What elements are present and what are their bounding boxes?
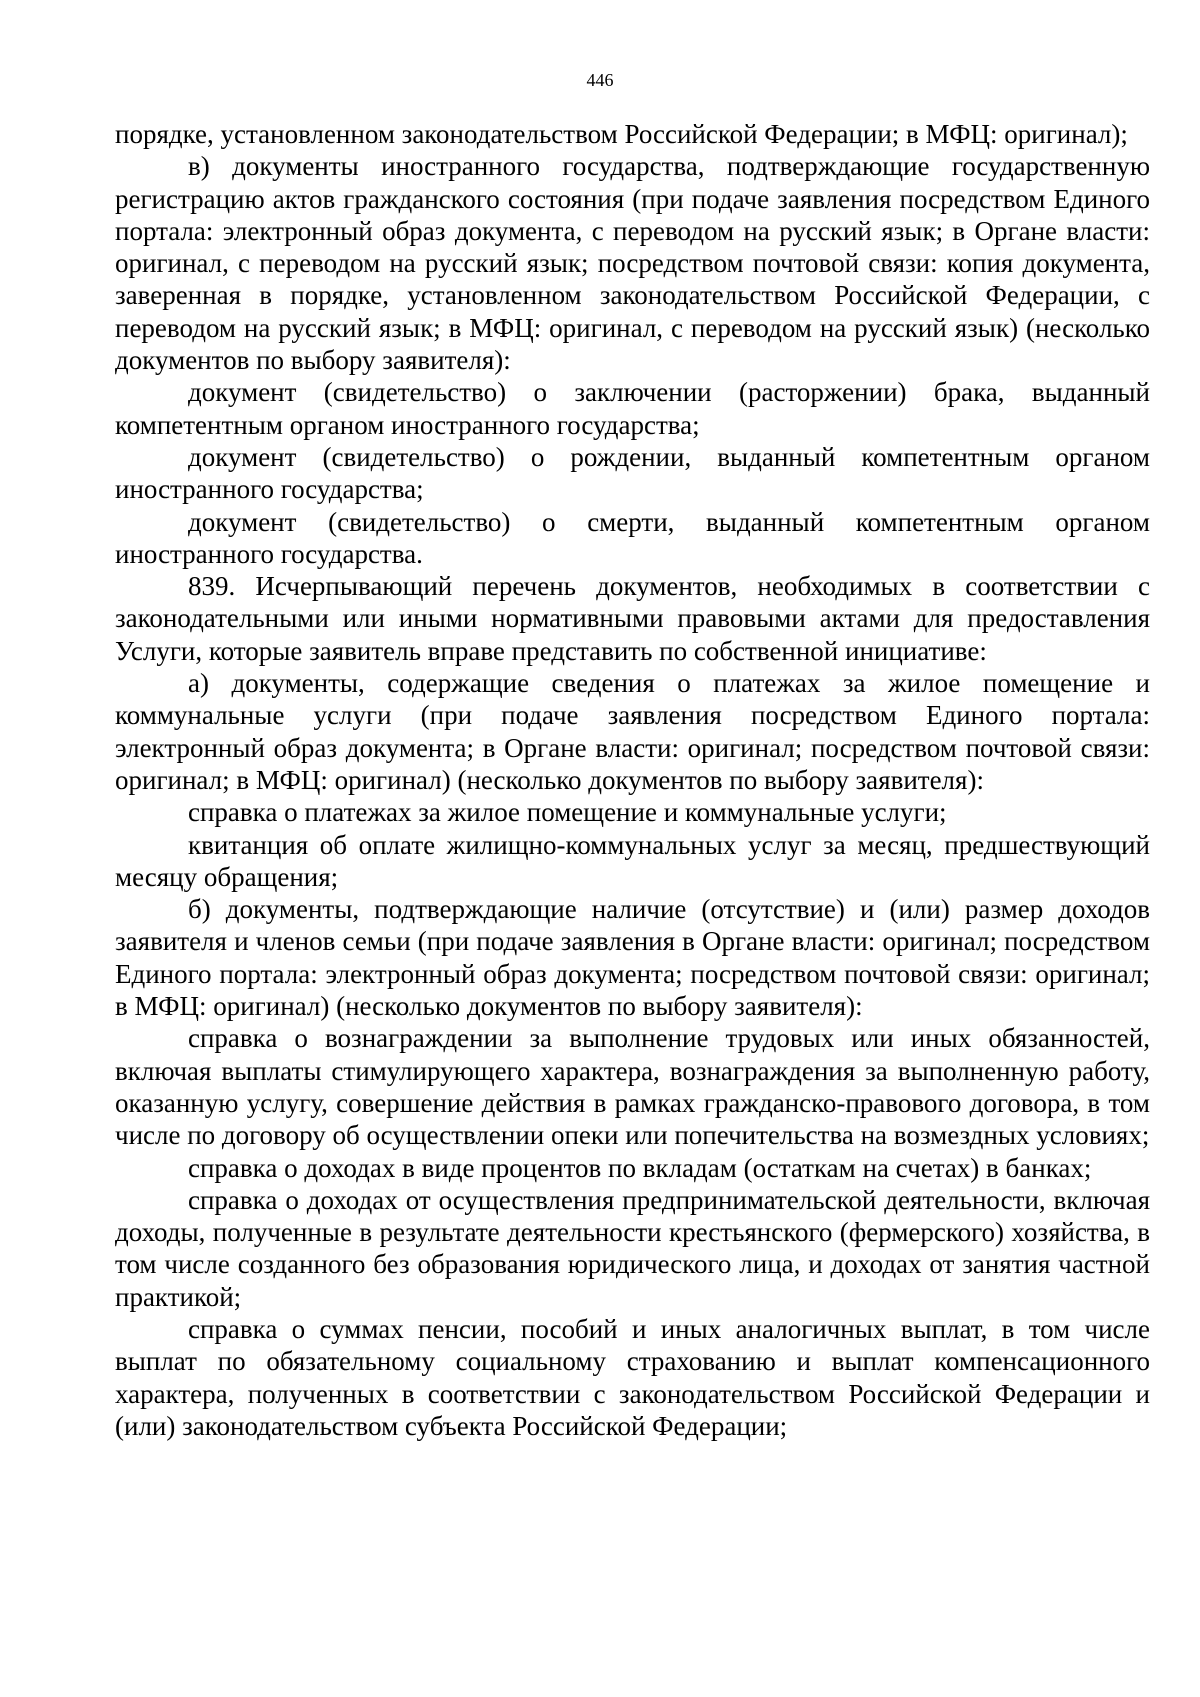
paragraph: квитанция об оплате жилищно-коммунальных услуг за месяц, предшествующий месяцу обращения;	[115, 829, 1150, 892]
paragraph: справка о вознаграждении за выполнение трудовых или иных обязанностей, включая выплаты стимулирующего характера, вознаграждения за выполненную работу, оказанную услугу, совершение действия в рамках гражданско-правового договора, в том числе по договору об осуществлении опеки или попечительства на возмездных условиях;	[115, 1023, 1150, 1151]
paragraph: справка о доходах от осуществления предпринимательской деятельности, включая доходы, полученные в результате деятельности крестьянского (фермерского) хозяйства, в том числе созданного без образования юридического лица, и доходах от занятия частной практикой;	[115, 1184, 1150, 1312]
paragraph: документ (свидетельство) о заключении (расторжении) брака, выданный компетентным органом иностранного государства;	[115, 377, 1150, 440]
paragraph: порядке, установленном законодательством Российской Федерации; в МФЦ: оригинал);	[115, 119, 1128, 149]
paragraph: б) документы, подтверждающие наличие (отсутствие) и (или) размер доходов заявителя и членов семьи (при подаче заявления в Органе власти: оригинал; посредством Единого портала: электронный образ документа; посредством почтовой связи: оригинал; в МФЦ: оригинал) (несколько документов по выбору заявителя):	[115, 894, 1150, 1022]
paragraph: в) документы иностранного государства, подтверждающие государственную регистрацию актов гражданского состояния (при подаче заявления посредством Единого портала: электронный образ документа, с переводом на русский язык; в Органе власти: оригинал, с переводом на русский язык; посредством почтовой связи: копия документа, заверенная в порядке, установленном законодательством Российской Федерации, с переводом на русский язык; в МФЦ: оригинал, с переводом на русский язык) (несколько документов по выбору заявителя):	[115, 151, 1150, 376]
paragraph: а) документы, содержащие сведения о платежах за жилое помещение и коммунальные услуги (при подаче заявления посредством Единого портала: электронный образ документа; в Органе власти: оригинал; посредством почтовой связи: оригинал; в МФЦ: оригинал) (несколько документов по выбору заявителя):	[115, 668, 1150, 795]
paragraph: документ (свидетельство) о смерти, выданный компетентным органом иностранного государства.	[115, 506, 1150, 569]
page-number: 446	[586, 70, 614, 90]
paragraph: справка о доходах в виде процентов по вкладам (остаткам на счетах) в банках;	[188, 1152, 1092, 1183]
paragraph: документ (свидетельство) о рождении, выданный компетентным органом иностранного государства;	[115, 441, 1150, 505]
paragraph: 839. Исчерпывающий перечень документов, необходимых в соответствии с законодательными или иными нормативными правовыми актами для предоставления Услуги, которые заявитель вправе представить по собственной инициативе:	[115, 571, 1150, 666]
document-body	[115, 118, 1150, 1442]
paragraph: справка о платежах за жилое помещение и коммунальные услуги;	[188, 797, 947, 828]
paragraph: справка о суммах пенсии, пособий и иных аналогичных выплат, в том числе выплат по обязательному социальному страхованию и выплат компенсационного характера, полученных в соответствии с законодательством Российской Федерации и (или) законодательством субъекта Российской Федерации;	[115, 1313, 1150, 1441]
